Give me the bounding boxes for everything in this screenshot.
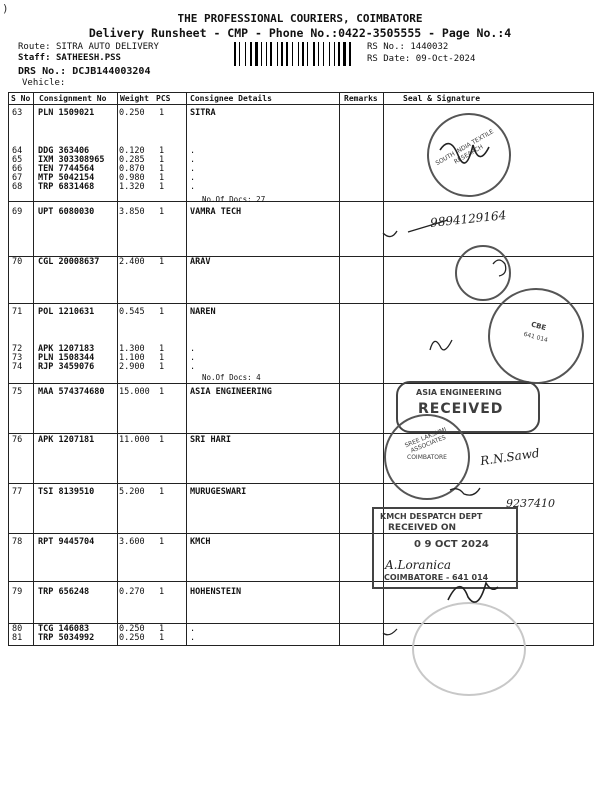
row-sno-cell: 80 (12, 624, 23, 634)
col-header-weight: Weight (120, 94, 149, 103)
row-pcs-cell: 1 (159, 587, 165, 597)
coimbatore-text: COIMBATORE (407, 454, 447, 461)
sitra-seal-text: SOUTH INDIA TEXTILE RESEARCH (434, 128, 495, 168)
row-consignee-cell: ASIA ENGINEERING (190, 387, 272, 397)
row-cons-cell: UPT 6080030 (38, 207, 95, 217)
kmch-stamp-date: 0 9 OCT 2024 (414, 539, 489, 550)
handwritten-signature: A.Loranica (385, 558, 452, 572)
row-consignee-cell: . (190, 353, 196, 363)
handwritten-signature: R.N.Sawd (479, 445, 541, 469)
kmch-stamp-city: COIMBATORE - 641 014 (384, 573, 489, 582)
row-cons-cell: CGL 20008637 (38, 257, 100, 267)
row-pcs-cell: 1 (159, 353, 165, 363)
route-label: Route: (18, 42, 51, 52)
row-wt-cell: 5.200 (119, 487, 145, 497)
row-consignee-cell: NAREN (190, 307, 216, 317)
row-wt-cell: 0.285 (119, 155, 145, 165)
row-consignee-cell: . (190, 624, 196, 634)
row-pcs-cell: 1 (159, 387, 165, 397)
row-wt-cell: 0.250 (119, 624, 145, 634)
row-pcs-cell: 1 (159, 307, 165, 317)
col-header-pcs: PCS (156, 94, 171, 103)
asia-stamp-text: ASIA ENGINEERING (416, 388, 502, 397)
row-wt-cell: 2.400 (119, 257, 145, 267)
row-sno-cell: 81 (12, 633, 23, 643)
rs-no-value: 1440032 (410, 42, 449, 52)
row-sno-cell: 70 (12, 257, 23, 267)
row-sno-cell: 79 (12, 587, 23, 597)
row-cons-cell: TSI 8139510 (38, 487, 95, 497)
row-consignee-cell: SRI HARI (190, 435, 231, 445)
row-cons-cell: TRP 656248 (38, 587, 90, 597)
row-sno-cell: 74 (12, 362, 23, 372)
col-header-remarks: Remarks (344, 94, 378, 103)
kmch-stamp-dept: KMCH DESPATCH DEPT (380, 512, 483, 521)
row-wt-cell: 0.545 (119, 307, 145, 317)
cbe-pin-text: 641 014 (522, 330, 549, 345)
row-pcs-cell: 1 (159, 173, 165, 183)
row-sno-cell: 77 (12, 487, 23, 497)
row-cons-cell: PLN 1509021 (38, 108, 95, 118)
row-sno-cell: 72 (12, 344, 23, 354)
row-wt-cell: 3.850 (119, 207, 145, 217)
row-pcs-cell: 1 (159, 182, 165, 192)
col-header-sno: S No (11, 94, 31, 103)
row-wt-cell: 0.250 (119, 108, 145, 118)
row-cons-cell: TRP 6831468 (38, 182, 95, 192)
col-header-seal: Seal & Signature (403, 94, 481, 103)
rs-date-value: 09-Oct-2024 (415, 54, 476, 64)
row-consignee-cell: VAMRA TECH (190, 207, 242, 217)
row-cons-cell: APK 1207181 (38, 435, 95, 445)
row-sno-cell: 69 (12, 207, 23, 217)
row-wt-cell: 0.250 (119, 633, 145, 643)
rs-no-label: RS No.: (367, 42, 405, 52)
docs-note: No.Of Docs: 27 (202, 195, 266, 204)
row-sno-cell: 73 (12, 353, 23, 363)
row-wt-cell: 0.980 (119, 173, 145, 183)
col-header-consignee: Consignee Details (190, 94, 272, 103)
row-pcs-cell: 1 (159, 146, 165, 156)
row-sno-cell: 64 (12, 146, 23, 156)
staff-label: Staff: (18, 53, 51, 63)
row-cons-cell: MTP 5042154 (38, 173, 95, 183)
document-subtitle: Delivery Runsheet - CMP - Phone No.:0422-3505555 - Page No.:4 (88, 26, 512, 40)
row-wt-cell: 3.600 (119, 537, 145, 547)
row-cons-cell: TRP 5034992 (38, 633, 95, 643)
row-sno-cell: 67 (12, 173, 23, 183)
sri-seal-text: SREE LAKSHMI ASSOCIATES (403, 426, 448, 455)
row-pcs-cell: 1 (159, 207, 165, 217)
row-wt-cell: 2.900 (119, 362, 145, 372)
row-consignee-cell: . (190, 146, 196, 156)
row-sno-cell: 68 (12, 182, 23, 192)
row-sno-cell: 65 (12, 155, 23, 165)
row-sno-cell: 66 (12, 164, 23, 174)
drs-label: DRS No.: (18, 66, 67, 77)
row-consignee-cell: MURUGESWARI (190, 487, 247, 497)
row-cons-cell: DDG 363406 (38, 146, 90, 156)
cbe-text: CBE (530, 320, 547, 333)
handwritten-phone: 9894129164 (429, 208, 507, 230)
row-consignee-cell: . (190, 173, 196, 183)
row-consignee-cell: ARAV (190, 257, 211, 267)
row-sno-cell: 63 (12, 108, 23, 118)
route-value: SITRA AUTO DELIVERY (55, 42, 159, 52)
handwritten-number: 9237410 (506, 497, 555, 510)
docs-note: No.Of Docs: 4 (202, 373, 261, 382)
row-cons-cell: RJP 3459076 (38, 362, 95, 372)
row-pcs-cell: 1 (159, 164, 165, 174)
row-consignee-cell: . (190, 155, 196, 165)
row-cons-cell: APK 1207183 (38, 344, 95, 354)
row-sno-cell: 76 (12, 435, 23, 445)
row-wt-cell: 0.870 (119, 164, 145, 174)
row-consignee-cell: . (190, 633, 196, 643)
row-wt-cell: 1.320 (119, 182, 145, 192)
vehicle-label: Vehicle: (22, 78, 66, 88)
drs-value: DCJB144003204 (72, 66, 151, 77)
corner-mark: ) (2, 2, 9, 15)
row-consignee-cell: SITRA (190, 108, 216, 118)
row-consignee-cell: . (190, 182, 196, 192)
kmch-stamp-received: RECEIVED ON (388, 523, 457, 533)
received-stamp-text: RECEIVED (418, 401, 504, 417)
row-wt-cell: 0.270 (119, 587, 145, 597)
row-cons-cell: TEN 7744564 (38, 164, 95, 174)
row-pcs-cell: 1 (159, 624, 165, 634)
row-pcs-cell: 1 (159, 362, 165, 372)
row-sno-cell: 71 (12, 307, 23, 317)
row-consignee-cell: . (190, 164, 196, 174)
row-pcs-cell: 1 (159, 108, 165, 118)
row-pcs-cell: 1 (159, 257, 165, 267)
row-cons-cell: RPT 9445704 (38, 537, 95, 547)
row-cons-cell: POL 1210631 (38, 307, 95, 317)
row-wt-cell: 1.100 (119, 353, 145, 363)
row-consignee-cell: KMCH (190, 537, 211, 547)
row-pcs-cell: 1 (159, 155, 165, 165)
row-consignee-cell: HOHENSTEIN (190, 587, 242, 597)
row-pcs-cell: 1 (159, 633, 165, 643)
document-title: THE PROFESSIONAL COURIERS, COIMBATORE (177, 12, 423, 25)
col-header-consignment: Consignment No (39, 94, 107, 103)
row-cons-cell: IXM 303308965 (38, 155, 105, 165)
row-cons-cell: PLN 1508344 (38, 353, 95, 363)
row-sno-cell: 75 (12, 387, 23, 397)
row-cons-cell: TCG 146083 (38, 624, 90, 634)
row-wt-cell: 0.120 (119, 146, 145, 156)
row-cons-cell: MAA 574374680 (38, 387, 105, 397)
row-wt-cell: 11.000 (119, 435, 150, 445)
row-sno-cell: 78 (12, 537, 23, 547)
row-pcs-cell: 1 (159, 344, 165, 354)
row-pcs-cell: 1 (159, 487, 165, 497)
rs-date-label: RS Date: (367, 54, 411, 64)
row-wt-cell: 15.000 (119, 387, 150, 397)
staff-value: SATHEESH.PSS (55, 53, 121, 63)
row-consignee-cell: . (190, 362, 196, 372)
row-pcs-cell: 1 (159, 435, 165, 445)
row-wt-cell: 1.300 (119, 344, 145, 354)
row-pcs-cell: 1 (159, 537, 165, 547)
row-consignee-cell: . (190, 344, 196, 354)
